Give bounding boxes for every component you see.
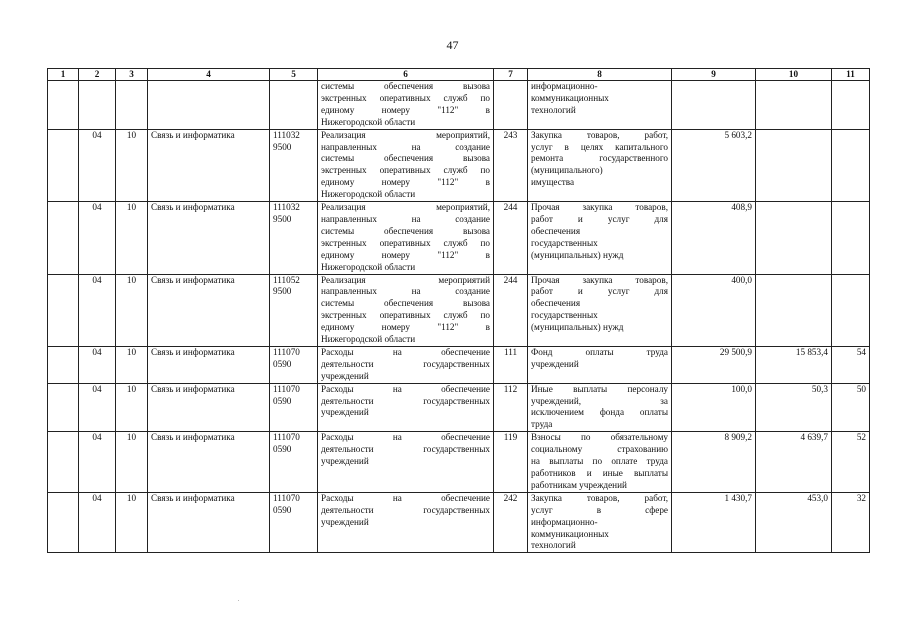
expense-type-name-line: Закупка товаров, работ,	[531, 129, 668, 140]
article-description-line: учреждений	[321, 370, 369, 381]
target-article-cell	[270, 346, 318, 383]
executed-amount-cell: 453,0	[756, 492, 832, 553]
target-article-line: 111070	[273, 492, 300, 503]
executed-amount-cell	[756, 81, 832, 130]
expense-type-code-cell: 243	[494, 129, 528, 201]
article-description-line: экстренных оперативных служб по	[321, 237, 490, 248]
article-description-cell	[318, 383, 494, 432]
article-description-line: направленных на создание	[321, 286, 490, 297]
target-article-cell	[270, 202, 318, 274]
section-code-cell: 04	[79, 432, 116, 493]
article-description-line: Нижегородской области	[321, 116, 416, 127]
article-description-line: Расходы на обеспечение	[321, 492, 490, 503]
execution-percent-cell	[832, 202, 870, 274]
execution-percent-cell	[832, 81, 870, 130]
article-description-line: системы обеспечения вызова	[321, 153, 490, 164]
article-description-line: Расходы на обеспечение	[321, 346, 490, 357]
scan-speck	[238, 600, 239, 601]
target-article-cell	[270, 432, 318, 493]
article-description-cell	[318, 492, 494, 553]
column-header-7: 7	[494, 69, 528, 81]
execution-percent-cell: 54	[832, 346, 870, 383]
expense-type-name-line: Прочая закупка товаров,	[531, 274, 668, 285]
expense-type-code-cell: 244	[494, 274, 528, 346]
plan-amount-cell: 8 909,2	[672, 432, 756, 493]
execution-percent-cell: 50	[832, 383, 870, 432]
column-header-4: 4	[148, 69, 270, 81]
table-row	[48, 432, 870, 493]
execution-percent-cell	[832, 274, 870, 346]
article-description-line: единому номеру "112" в	[321, 177, 490, 188]
expense-type-code-cell: 242	[494, 492, 528, 553]
article-description-cell	[318, 129, 494, 201]
column-header-9: 9	[672, 69, 756, 81]
expense-type-name-line: (муниципальных) нужд	[531, 249, 624, 260]
expense-type-name-line: Фонд оплаты труда	[531, 346, 668, 357]
article-description-line: Расходы на обеспечение	[321, 383, 490, 394]
column-header-10: 10	[756, 69, 832, 81]
target-article-line: 0590	[273, 395, 292, 406]
article-description-line: деятельности государственных	[321, 444, 490, 455]
section-name-cell	[148, 81, 270, 130]
execution-percent-cell	[832, 129, 870, 201]
subsection-code-cell: 10	[116, 129, 148, 201]
expense-type-name-line: Взносы по обязательному	[531, 432, 668, 443]
target-article-line: 9500	[273, 213, 292, 224]
plan-amount-cell: 400,0	[672, 274, 756, 346]
expense-type-code-cell: 244	[494, 202, 528, 274]
expense-type-name-line: информационно-	[531, 81, 598, 91]
expense-type-name-line: на выплаты по оплате труда	[531, 456, 668, 467]
section-code-cell: 04	[79, 129, 116, 201]
executed-amount-cell	[756, 202, 832, 274]
plan-amount-cell: 1 430,7	[672, 492, 756, 553]
expense-type-name-cell	[528, 432, 672, 493]
expense-type-name-line: государственных	[531, 237, 598, 248]
target-article-line: 111070	[273, 346, 300, 357]
column-header-8: 8	[528, 69, 672, 81]
expense-type-name-line: технологий	[531, 540, 576, 551]
article-description-cell	[318, 346, 494, 383]
expense-type-code-cell: 112	[494, 383, 528, 432]
article-description-cell	[318, 81, 494, 130]
subsection-code-cell: 10	[116, 274, 148, 346]
article-description-cell	[318, 274, 494, 346]
expense-type-name-line: коммуникационных	[531, 528, 609, 539]
article-description-line: единому номеру "112" в	[321, 104, 490, 115]
row-index-cell	[48, 383, 79, 432]
expense-type-name-cell	[528, 202, 672, 274]
article-description-line: учреждений	[321, 456, 369, 467]
subsection-code-cell: 10	[116, 492, 148, 553]
section-code-cell: 04	[79, 202, 116, 274]
target-article-cell	[270, 81, 318, 130]
article-description-line: Нижегородской области	[321, 334, 416, 345]
expense-type-name-line: учреждений, за	[531, 395, 668, 406]
expense-type-name-line: услуг в целях капитального	[531, 141, 668, 152]
executed-amount-cell	[756, 129, 832, 201]
article-description-cell	[318, 432, 494, 493]
table-row	[48, 383, 870, 432]
target-article-cell	[270, 492, 318, 553]
expense-type-code-cell	[494, 81, 528, 130]
target-article-cell	[270, 383, 318, 432]
target-article-line: 111070	[273, 383, 300, 394]
table-row	[48, 492, 870, 553]
expense-type-name-cell	[528, 81, 672, 130]
row-index-cell	[48, 274, 79, 346]
page-number: 47	[446, 38, 459, 52]
section-name-cell: Связь и информатика	[148, 492, 270, 553]
article-description-line: Реализация мероприятий	[321, 274, 490, 285]
section-name-cell: Связь и информатика	[148, 432, 270, 493]
expense-type-name-line: исключением фонда оплаты	[531, 407, 668, 418]
table-row	[48, 81, 870, 130]
target-article-line: 0590	[273, 504, 292, 515]
column-header-2: 2	[79, 69, 116, 81]
executed-amount-cell	[756, 274, 832, 346]
target-article-line: 111070	[273, 432, 300, 443]
article-description-line: единому номеру "112" в	[321, 322, 490, 333]
article-description-line: деятельности государственных	[321, 504, 490, 515]
section-name-cell: Связь и информатика	[148, 202, 270, 274]
expense-type-name-line: коммуникационных	[531, 92, 609, 103]
expense-type-name-cell	[528, 129, 672, 201]
expense-type-code-cell: 119	[494, 432, 528, 493]
expense-type-name-line: учреждений	[531, 358, 579, 369]
executed-amount-cell: 4 639,7	[756, 432, 832, 493]
section-name-cell: Связь и информатика	[148, 383, 270, 432]
article-description-line: Реализация мероприятий,	[321, 129, 490, 140]
plan-amount-cell: 5 603,2	[672, 129, 756, 201]
expense-type-name-line: ремонта государственного	[531, 153, 668, 164]
row-index-cell	[48, 432, 79, 493]
execution-percent-cell: 52	[832, 432, 870, 493]
article-description-line: учреждений	[321, 516, 369, 527]
article-description-line: Нижегородской области	[321, 189, 416, 200]
target-article-line: 111052	[273, 274, 300, 285]
plan-amount-cell	[672, 81, 756, 130]
plan-amount-cell: 408,9	[672, 202, 756, 274]
column-header-6: 6	[318, 69, 494, 81]
executed-amount-cell: 50,3	[756, 383, 832, 432]
expense-type-name-line: (муниципальных) нужд	[531, 322, 624, 333]
article-description-line: деятельности государственных	[321, 358, 490, 369]
expense-type-name-line: обеспечения	[531, 225, 581, 236]
row-index-cell	[48, 202, 79, 274]
execution-percent-cell: 32	[832, 492, 870, 553]
target-article-line: 111032	[273, 129, 300, 140]
expense-type-name-line: работников и иные выплаты	[531, 468, 668, 478]
article-description-line: направленных на создание	[321, 213, 490, 224]
row-index-cell	[48, 492, 79, 553]
table-row	[48, 129, 870, 201]
column-header-5: 5	[270, 69, 318, 81]
column-header-3: 3	[116, 69, 148, 81]
expense-type-name-line: обеспечения	[531, 298, 581, 309]
article-description-line: экстренных оперативных служб по	[321, 310, 490, 321]
expense-type-name-line: имущества	[531, 177, 575, 188]
target-article-line: 9500	[273, 286, 292, 297]
expense-type-name-line: работ и услуг для	[531, 286, 668, 297]
section-name-cell: Связь и информатика	[148, 129, 270, 201]
expense-type-name-line: социальному страхованию	[531, 444, 668, 455]
table-row	[48, 202, 870, 274]
expense-type-name-line: (муниципального)	[531, 165, 603, 176]
row-index-cell	[48, 81, 79, 130]
expense-type-name-line: работникам учреждений	[531, 479, 627, 490]
article-description-line: деятельности государственных	[321, 395, 490, 406]
plan-amount-cell: 100,0	[672, 383, 756, 432]
table-row	[48, 274, 870, 346]
expense-type-name-cell	[528, 492, 672, 553]
article-description-line: Реализация мероприятий,	[321, 202, 490, 213]
plan-amount-cell: 29 500,9	[672, 346, 756, 383]
article-description-line: учреждений	[321, 407, 369, 418]
executed-amount-cell: 15 853,4	[756, 346, 832, 383]
target-article-cell	[270, 274, 318, 346]
subsection-code-cell: 10	[116, 383, 148, 432]
article-description-line: направленных на создание	[321, 141, 490, 152]
expense-type-name-cell	[528, 346, 672, 383]
section-code-cell: 04	[79, 492, 116, 553]
budget-table	[47, 68, 870, 553]
subsection-code-cell: 10	[116, 432, 148, 493]
section-code-cell: 04	[79, 383, 116, 432]
column-header-1: 1	[48, 69, 79, 81]
article-description-line: экстренных оперативных служб по	[321, 165, 490, 176]
target-article-line: 0590	[273, 444, 292, 455]
row-index-cell	[48, 129, 79, 201]
subsection-code-cell: 10	[116, 346, 148, 383]
expense-type-name-line: технологий	[531, 104, 576, 115]
header-row	[48, 69, 870, 81]
section-name-cell: Связь и информатика	[148, 274, 270, 346]
expense-type-name-cell	[528, 383, 672, 432]
column-header-11: 11	[832, 69, 870, 81]
section-code-cell: 04	[79, 346, 116, 383]
article-description-cell	[318, 202, 494, 274]
expense-type-name-line: работ и услуг для	[531, 213, 668, 224]
expense-type-name-line: труда	[531, 419, 553, 430]
target-article-line: 9500	[273, 141, 292, 152]
target-article-cell	[270, 129, 318, 201]
expense-type-name-line: государственных	[531, 310, 598, 321]
section-code-cell	[79, 81, 116, 130]
target-article-line: 0590	[273, 358, 292, 369]
article-description-line: экстренных оперативных служб по	[321, 92, 490, 103]
article-description-line: системы обеспечения вызова	[321, 225, 490, 236]
section-code-cell: 04	[79, 274, 116, 346]
subsection-code-cell	[116, 81, 148, 130]
expense-type-name-line: Закупка товаров, работ,	[531, 492, 668, 503]
expense-type-name-line: Прочая закупка товаров,	[531, 202, 668, 213]
expense-type-name-line: информационно-	[531, 516, 598, 527]
expense-type-name-line: услуг в сфере	[531, 504, 668, 515]
article-description-line: единому номеру "112" в	[321, 249, 490, 260]
row-index-cell	[48, 346, 79, 383]
table-body	[48, 81, 870, 553]
target-article-line: 111032	[273, 202, 300, 213]
table-row	[48, 346, 870, 383]
subsection-code-cell: 10	[116, 202, 148, 274]
expense-type-name-line: Иные выплаты персоналу	[531, 383, 668, 394]
expense-type-name-cell	[528, 274, 672, 346]
article-description-line: системы обеспечения вызова	[321, 298, 490, 309]
expense-type-code-cell: 111	[494, 346, 528, 383]
section-name-cell: Связь и информатика	[148, 346, 270, 383]
article-description-line: Расходы на обеспечение	[321, 432, 490, 443]
article-description-line: системы обеспечения вызова	[321, 81, 490, 91]
article-description-line: Нижегородской области	[321, 261, 416, 272]
